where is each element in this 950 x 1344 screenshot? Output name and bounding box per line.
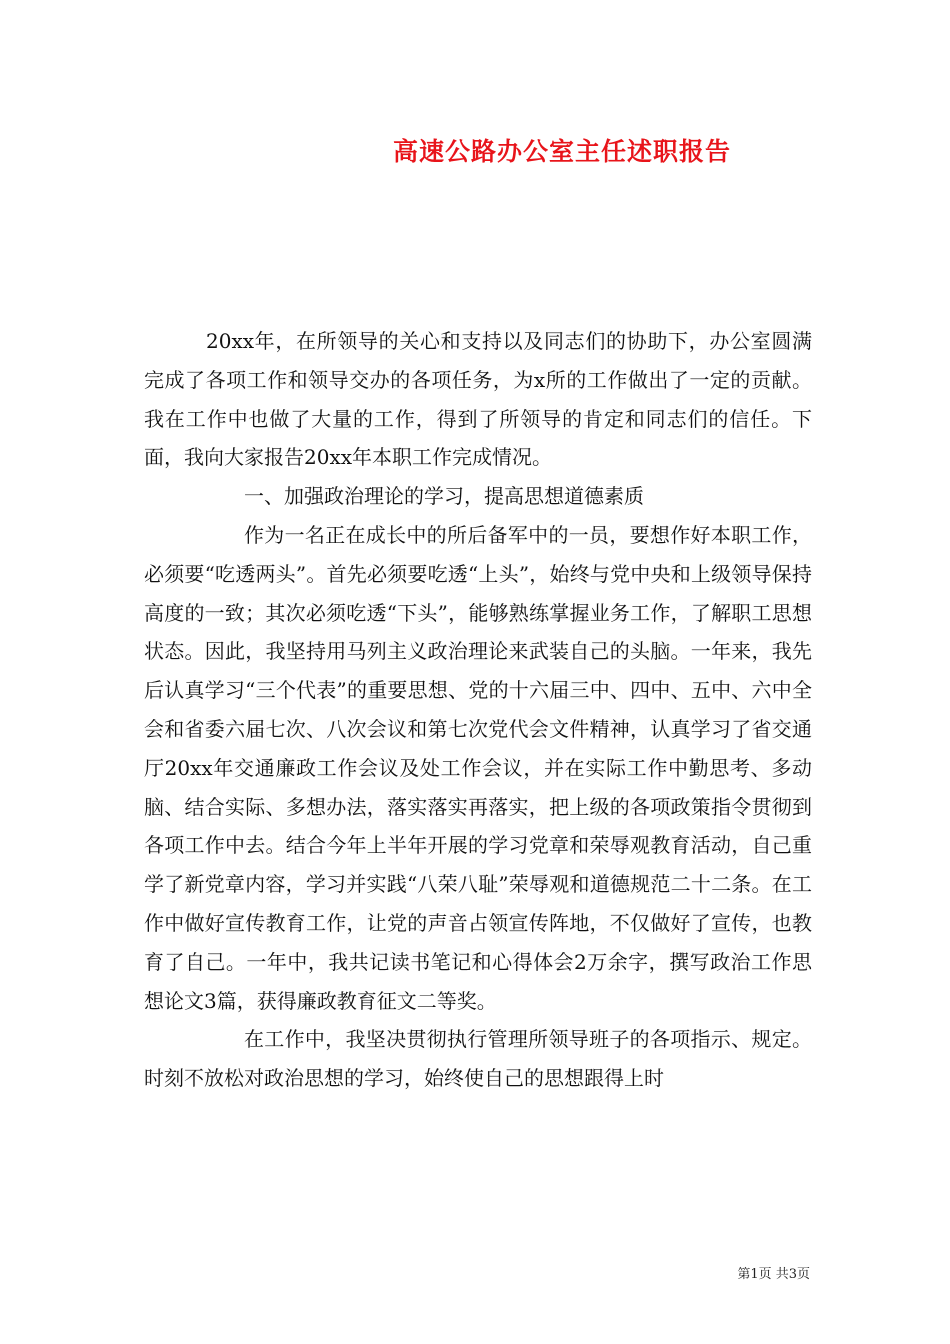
document-body [144,322,812,1098]
document-title: 高速公路办公室主任述职报告 [393,137,732,166]
section-heading: 一、加强政治理论的学习，提高思想道德素质 [244,484,644,509]
page-number: 第1页 共3页 [737,1267,810,1282]
paragraph-intro: 20xx年，在所领导的关心和支持以及同志们的协助下，办公室圆满完成了各项工作和领导交办的各项任务，为x所的工作做出了一定的贡献。我在工作中也做了大量的工作，得到了所领导的肯定和同志们的信任。下面，我向大家报告20xx年本职工作完成情况。 [144,329,812,470]
paragraph-political-study: 作为一名正在成长中的所后备军中的一员，要想作好本职工作，必须要“吃透两头”。首先必须要吃透“上头”，始终与党中央和上级领导保持高度的一致；其次必须吃透“下头”，能够熟练掌握业务工作，了解职工思想状态。因此，我坚持用马列主义政治理论来武装自己的头脑。一年来，我先后认真学习“三个代表”的重要思想、党的十六届三中、四中、五中、六中全会和省委六届七次、八次会议和第七次党代会文件精神，认真学习了省交通厅20xx年交通廉政工作会议及处工作会议，并在实际工作中勤思考、多动脑、结合实际、多想办法，落实落实再落实，把上级的各项政策指令贯彻到各项工作中去。结合今年上半年开展的学习党章和荣辱观教育活动，自己重学了新党章内容，学习并实践“八荣八耻”荣辱观和道德规范二十二条。在工作中做好宣传教育工作，让党的声音占领宣传阵地，不仅做好了宣传，也教育了自己。一年中，我共记读书笔记和心得体会2万余字，撰写政治工作思想论文3篇，获得廉政教育征文二等奖。 [144,522,812,1013]
paragraph-work: 在工作中，我坚决贯彻执行管理所领导班子的各项指示、规定。时刻不放松对政治思想的学习，始终使自己的思想跟得上时 [144,1027,812,1091]
